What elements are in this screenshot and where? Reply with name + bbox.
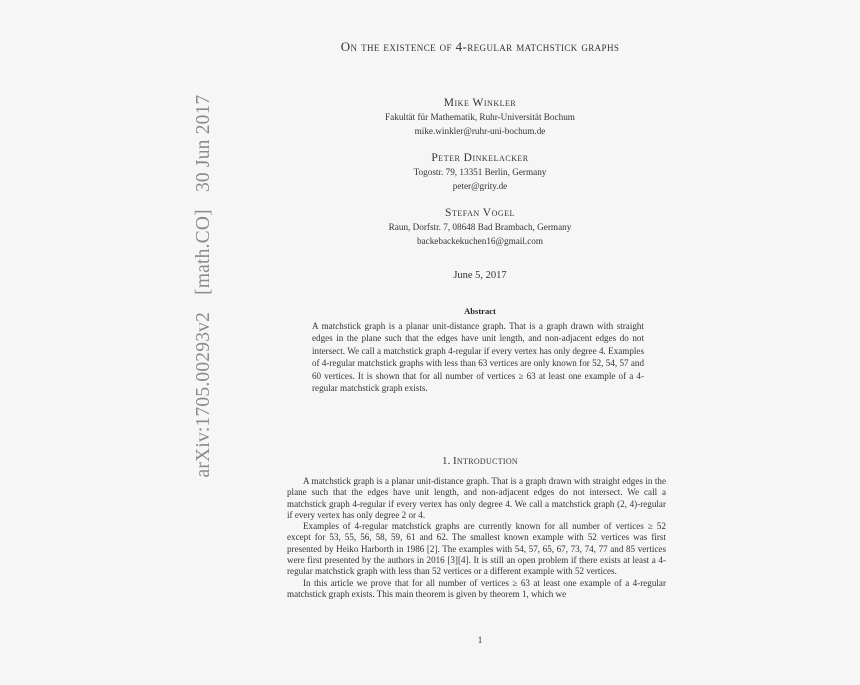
author-block	[330, 96, 630, 138]
author-name: Stefan Vogel	[445, 207, 515, 219]
author-email: peter@grity.de	[452, 180, 508, 191]
author-name: Mike Winkler	[443, 97, 517, 109]
arxiv-id: arXiv:1705.00293v2	[193, 311, 214, 478]
author-email: mike.winkler@ruhr-uni-bochum.de	[414, 125, 546, 136]
section-heading	[280, 455, 680, 467]
paragraph: Examples of 4-regular matchstick graphs are currently known for all number of vertices ≥ 52 except for 53, 55, 56, 58, 59, 61 and 62. The smallest known example with 52 vertices was first presented by Heiko Harborth in 1986 [2]. The examples with 54, 57, 65, 67, 73, 74, 77 and 85 vertices were first presented by the authors in 2016 [3][4]. It is still an open problem if there exists at least a 4-regular matchstick graph with less than 52 vertices or a different example with 52 vertices.	[287, 521, 666, 577]
paper-title: On the existence of 4-regular matchstick graphs	[340, 39, 620, 54]
paper-date: June 5, 2017	[453, 270, 507, 281]
author-affiliation: Raun, Dorfstr. 7, 08648 Bad Brambach, Germany	[388, 222, 572, 232]
section-number: 1.	[441, 455, 451, 467]
author-affiliation: Fakultät für Mathematik, Ruhr-Universität Bochum	[385, 112, 575, 122]
abstract-heading: Abstract	[464, 306, 496, 316]
arxiv-date: 30 Jun 2017	[193, 94, 214, 193]
page-number: 1	[477, 636, 483, 646]
author-block	[330, 151, 630, 193]
author-name: Peter Dinkelacker	[431, 152, 529, 164]
paragraph: In this article we prove that for all number of vertices ≥ 63 at least one example of a 4-regular matchstick graph exists. This main theorem is given by theorem 1, which we	[287, 577, 666, 599]
arxiv-category: [math.CO]	[193, 209, 214, 295]
author-block	[330, 206, 630, 248]
author-affiliation: Togostr. 79, 13351 Berlin, Germany	[413, 167, 547, 177]
abstract-text: A matchstick graph is a planar unit-distance graph. That is a graph drawn with straight edges in the plane such that the edges have unit length, and non-adjacent edges do not intersect. We call a matchstick graph 4-regular if every vertex has only degree 4. Examples of 4-regular matchstick graphs with less than 63 vertices are only known for 52, 54, 57 and 60 vertices. It is shown that for all number of vertices ≥ 63 at least one example of a 4-regular matchstick graph exists.	[312, 321, 644, 394]
paragraph: A matchstick graph is a planar unit-distance graph. That is a graph drawn with straight edges in the plane such that the edges have unit length, and non-adjacent edges do not intersect. We call a matchstick graph 4-regular if every vertex has only degree 4. We call a matchstick graph (2, 4)-regular if every vertex has only degree 2 or 4.	[287, 476, 666, 520]
section-title: Introduction	[452, 455, 519, 467]
section-body	[287, 476, 666, 600]
arxiv-identifier-stamp	[193, 83, 215, 478]
author-email: backebackekuchen16@gmail.com	[416, 235, 544, 246]
